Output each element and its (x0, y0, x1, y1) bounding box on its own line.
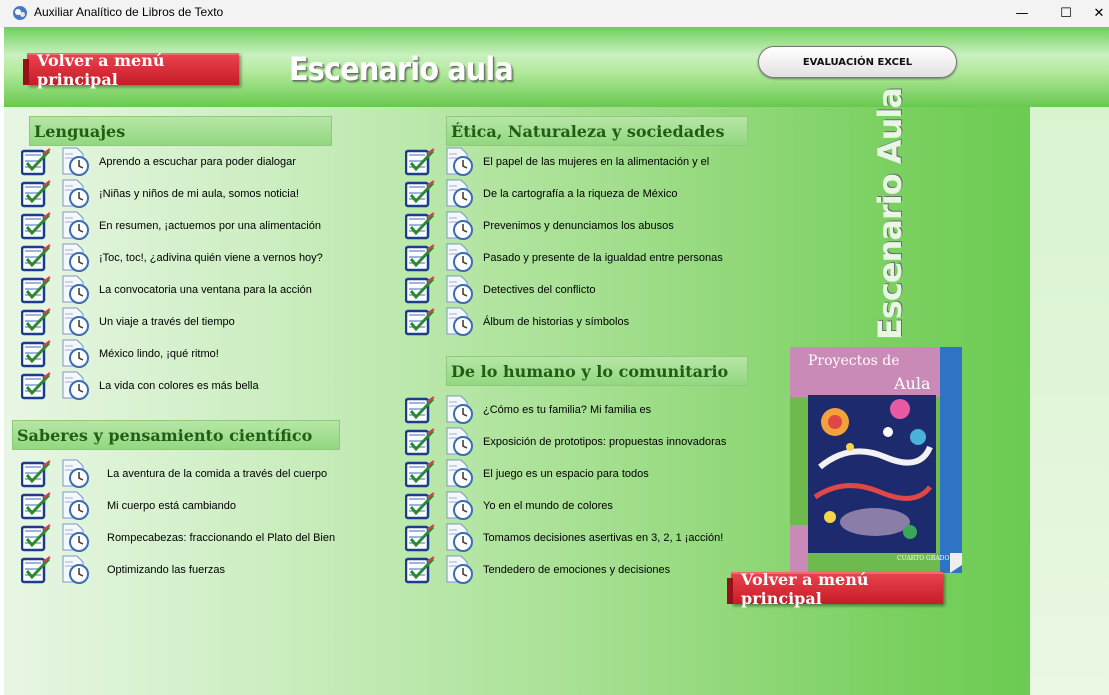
window-title: Auxiliar Analítico de Libros de Texto (34, 5, 224, 19)
checklist-icon[interactable] (21, 372, 51, 400)
section-header-lenguajes: Lenguajes (29, 116, 332, 146)
clock-document-icon[interactable] (443, 490, 475, 522)
checklist-icon[interactable] (405, 180, 435, 208)
project-item[interactable] (405, 490, 613, 522)
project-item-label: Álbum de historias y símbolos (483, 316, 630, 328)
checklist-icon[interactable] (21, 212, 51, 240)
checklist-icon[interactable] (21, 244, 51, 272)
project-item-label: La convocatoria una ventana para la acción (99, 284, 312, 296)
project-item-label: Exposición de prototipos: propuestas innovadoras (483, 436, 727, 448)
clock-document-icon[interactable] (443, 522, 475, 554)
project-item[interactable] (405, 242, 723, 274)
checklist-icon[interactable] (21, 556, 51, 584)
clock-document-icon[interactable] (59, 490, 91, 522)
checklist-icon[interactable] (405, 396, 435, 424)
right-strip (1030, 107, 1109, 695)
clock-document-icon[interactable] (443, 394, 475, 426)
project-item-label: Yo en el mundo de colores (483, 500, 613, 512)
cover-grade: CUARTO GRADO (897, 555, 950, 562)
project-item-label: La vida con colores es más bella (99, 380, 259, 392)
section-header-etica: Ética, Naturaleza y sociedades (446, 116, 748, 146)
minimize-button[interactable]: — (1015, 6, 1029, 21)
clock-document-icon[interactable] (443, 458, 475, 490)
checklist-icon[interactable] (21, 492, 51, 520)
clock-document-icon[interactable] (59, 274, 91, 306)
project-item-label: Mi cuerpo está cambiando (107, 500, 237, 512)
clock-document-icon[interactable] (59, 338, 91, 370)
project-item[interactable] (21, 370, 259, 402)
clock-document-icon[interactable] (443, 426, 475, 458)
clock-document-icon[interactable] (59, 554, 91, 586)
project-item[interactable] (21, 274, 312, 306)
project-item[interactable] (21, 146, 296, 178)
cover-title-line2: Aula (894, 374, 931, 393)
project-item[interactable] (405, 426, 726, 458)
project-item-label: En resumen, ¡actuemos por una alimentación (99, 220, 321, 232)
clock-document-icon[interactable] (59, 210, 91, 242)
clock-document-icon[interactable] (443, 554, 475, 586)
excel-evaluation-button[interactable]: EVALUACIÓN EXCEL (758, 46, 957, 78)
project-item[interactable] (21, 210, 321, 242)
project-item-label: ¿Cómo es tu familia? Mi familia es (483, 404, 652, 416)
checklist-icon[interactable] (21, 180, 51, 208)
project-item[interactable] (405, 306, 629, 338)
clock-document-icon[interactable] (59, 522, 91, 554)
clock-document-icon[interactable] (59, 370, 91, 402)
project-item-label: México lindo, ¡qué ritmo! (99, 348, 219, 360)
clock-document-icon[interactable] (443, 210, 475, 242)
book-cover-art (790, 347, 962, 573)
app-icon (12, 5, 28, 21)
cover-title-line1: Proyectos de (808, 353, 900, 369)
checklist-icon[interactable] (405, 308, 435, 336)
project-item[interactable] (405, 522, 723, 554)
back-to-main-menu-button-bottom[interactable]: Volver a menú principal (731, 572, 943, 604)
checklist-icon[interactable] (405, 524, 435, 552)
project-item-label: La aventura de la comida a través del cuerpo (107, 468, 328, 480)
clock-document-icon[interactable] (59, 178, 91, 210)
maximize-button[interactable]: ☐ (1060, 6, 1072, 21)
back-to-main-menu-button[interactable]: Volver a menú principal (27, 53, 239, 85)
project-item-label: Optimizando las fuerzas (107, 564, 225, 576)
project-item[interactable] (21, 522, 335, 554)
project-item-label: ¡Niñas y niños de mi aula, somos noticia! (99, 188, 299, 200)
checklist-icon[interactable] (405, 212, 435, 240)
project-item[interactable] (405, 554, 670, 586)
clock-document-icon[interactable] (443, 242, 475, 274)
project-item-label: Detectives del conflicto (483, 284, 596, 296)
page-title: Escenario aula (289, 50, 513, 88)
project-item-label: Aprendo a escuchar para poder dialogar (99, 156, 296, 168)
project-item[interactable] (21, 338, 219, 370)
project-item-label: El papel de las mujeres en la alimentación y el (483, 156, 710, 168)
project-item[interactable] (21, 242, 323, 274)
clock-document-icon[interactable] (59, 306, 91, 338)
project-item[interactable] (21, 306, 235, 338)
clock-document-icon[interactable] (59, 458, 91, 490)
checklist-icon[interactable] (21, 524, 51, 552)
project-item[interactable] (21, 178, 299, 210)
checklist-icon[interactable] (21, 308, 51, 336)
project-item-label: Tomamos decisiones asertivas en 3, 2, 1 ¡acción! (483, 532, 724, 544)
checklist-icon[interactable] (405, 148, 435, 176)
project-item-label: Prevenimos y denunciamos los abusos (483, 220, 674, 232)
vertical-scene-title: Escenario Aula (871, 88, 909, 340)
project-item[interactable] (405, 274, 596, 306)
project-item[interactable] (405, 146, 709, 178)
section-header-humano: De lo humano y lo comunitario (446, 356, 748, 386)
project-item-label: ¡Toc, toc!, ¿adivina quién viene a vernos hoy? (99, 252, 323, 264)
project-item-label: Un viaje a través del tiempo (99, 316, 235, 328)
project-item[interactable] (21, 458, 327, 490)
checklist-icon[interactable] (21, 148, 51, 176)
clock-document-icon[interactable] (443, 178, 475, 210)
checklist-icon[interactable] (405, 460, 435, 488)
clock-document-icon[interactable] (59, 146, 91, 178)
clock-document-icon[interactable] (59, 242, 91, 274)
project-item[interactable] (405, 394, 651, 426)
project-item-label: El juego es un espacio para todos (483, 468, 649, 480)
section-header-saberes: Saberes y pensamiento científico (12, 420, 340, 450)
project-item-label: Tendedero de emociones y decisiones (483, 564, 671, 576)
project-item[interactable] (405, 178, 677, 210)
project-item[interactable] (405, 458, 649, 490)
checklist-icon[interactable] (405, 428, 435, 456)
checklist-icon[interactable] (21, 276, 51, 304)
checklist-icon[interactable] (21, 460, 51, 488)
project-item-label: Pasado y presente de la igualdad entre personas (483, 252, 723, 264)
checklist-icon[interactable] (21, 340, 51, 368)
checklist-icon[interactable] (405, 556, 435, 584)
project-item-label: De la cartografía a la riqueza de México (483, 188, 678, 200)
title-bar (0, 0, 1109, 27)
checklist-icon[interactable] (405, 492, 435, 520)
project-item[interactable] (21, 554, 225, 586)
clock-document-icon[interactable] (443, 274, 475, 306)
clock-document-icon[interactable] (443, 146, 475, 178)
project-item-label: Rompecabezas: fraccionando el Plato del Bien (107, 532, 336, 544)
project-item[interactable] (405, 210, 674, 242)
checklist-icon[interactable] (405, 276, 435, 304)
checklist-icon[interactable] (405, 244, 435, 272)
project-item[interactable] (21, 490, 236, 522)
clock-document-icon[interactable] (443, 306, 475, 338)
book-cover (790, 347, 962, 573)
close-button[interactable]: ✕ (1093, 6, 1105, 21)
